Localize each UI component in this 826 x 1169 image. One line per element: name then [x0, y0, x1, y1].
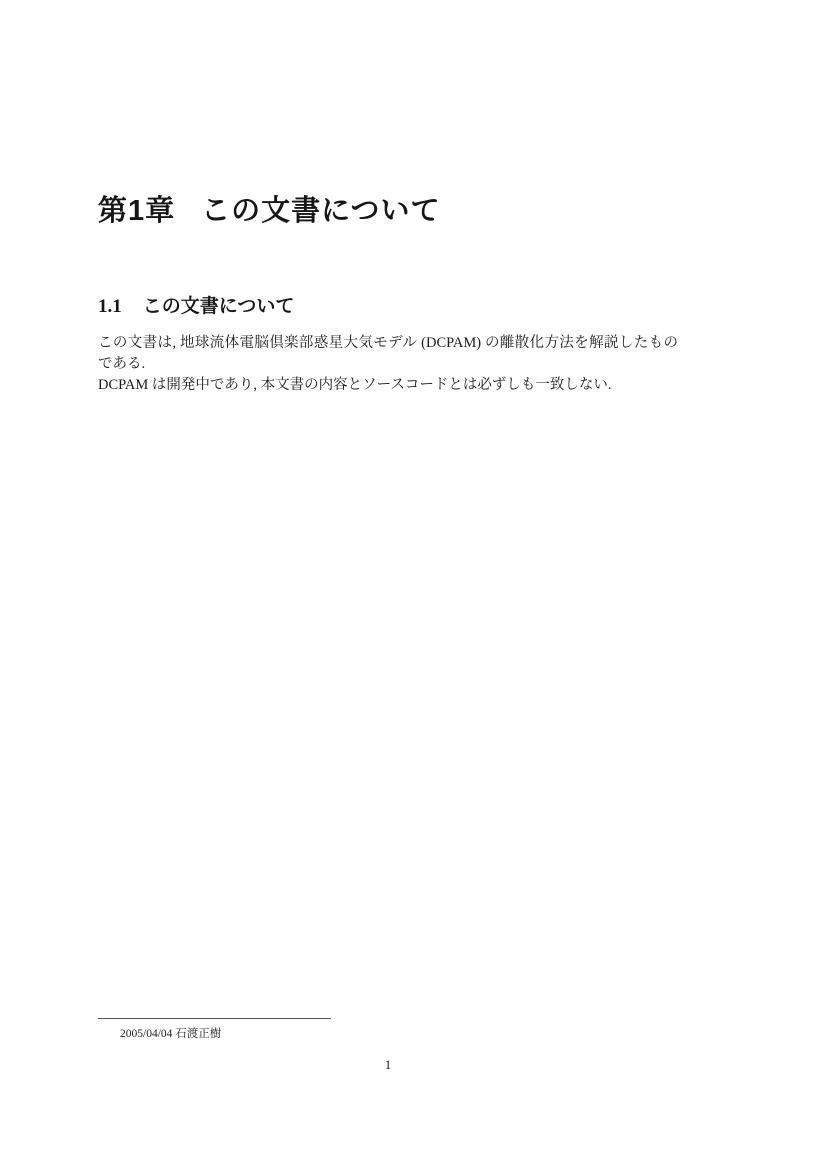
chapter-title: この文書について: [201, 195, 441, 227]
section-title: この文書について: [142, 296, 295, 317]
chapter-heading: [98, 188, 441, 229]
chapter-number: 第1章: [98, 195, 176, 227]
page-number: 1: [384, 1057, 392, 1072]
footnote-text: 2005/04/04 石渡正樹: [120, 1028, 222, 1040]
section-heading: [98, 291, 294, 318]
section-number: 1.1: [98, 296, 122, 317]
body-paragraph: この文書は, 地球流体電脳倶楽部惑星大気モデル (DCPAM) の離散化方法を解説したものである.: [98, 335, 678, 373]
body-paragraph: DCPAM は開発中であり, 本文書の内容とソースコードとは必ずしも一致しない.: [98, 377, 612, 393]
footnote-rule: [98, 1018, 331, 1019]
